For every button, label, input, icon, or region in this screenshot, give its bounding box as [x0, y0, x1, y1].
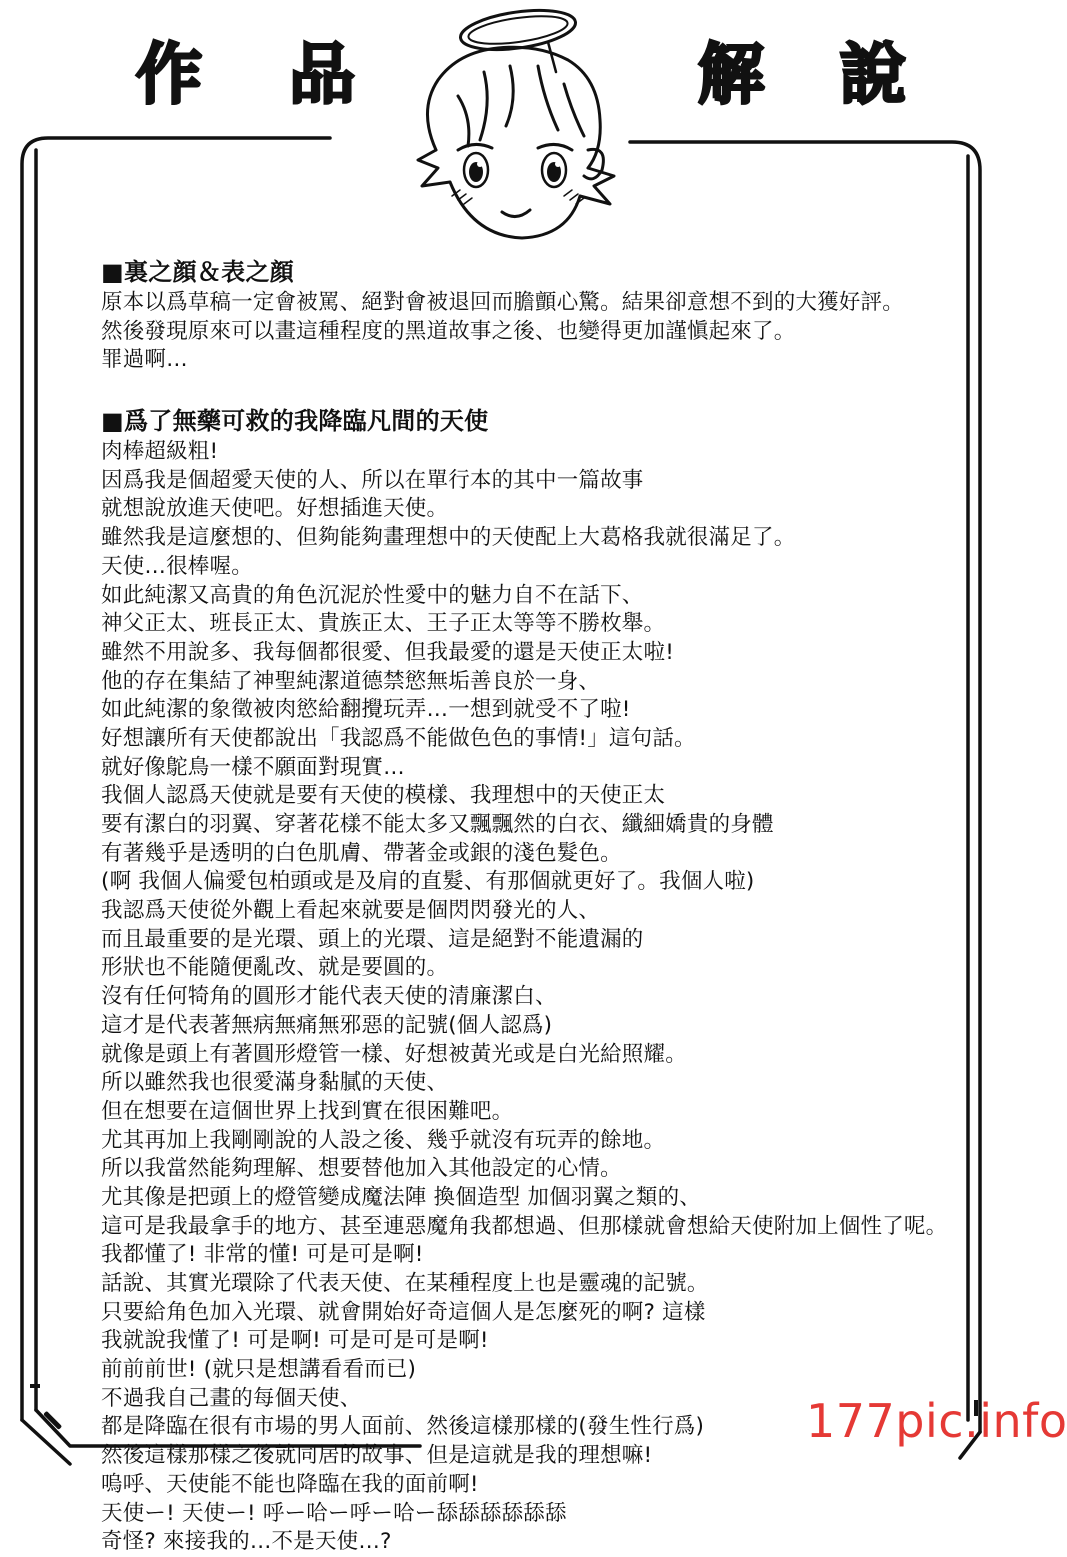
section-2-line: 我認爲天使從外觀上看起來就要是個閃閃發光的人、	[101, 898, 601, 924]
article-body	[101, 256, 961, 1557]
section-2-line: 這才是代表著無病無痛無邪惡的記號(個人認爲)	[101, 1012, 553, 1038]
section-2-line: 要有潔白的羽翼、穿著花樣不能太多又飄飄然的白衣、纖細嬌貴的身體	[101, 812, 774, 837]
section-2-line: 而且最重要的是光環、頭上的光環、這是絕對不能遺漏的	[101, 926, 644, 952]
section-title-2: ■爲了無藥可救的我降臨凡間的天使	[101, 407, 489, 436]
section-2-line: 然後這樣那樣之後就同居的故事、但是這就是我的理想嘛!	[101, 1443, 653, 1469]
section-2-line: 這可是我最拿手的地方、甚至連惡魔角我都想過、但那樣就會想給天使附加上個性了呢。	[101, 1213, 948, 1239]
section-2-line: 就想說放進天使吧。好想插進天使。	[101, 496, 449, 522]
title-char-3: 解	[698, 36, 764, 113]
section-2-line: 就好像鴕鳥一樣不願面對現實…	[101, 754, 405, 780]
section-title-1: ■裏之顔＆表之顔	[101, 258, 295, 286]
section-2-line: 形狀也不能隨便亂改、就是要圓的。	[101, 955, 449, 981]
title-char-2: 品	[289, 36, 355, 113]
section-2-line: 都是降臨在很有市場的男人面前、然後這樣那樣的(發生性行爲)	[101, 1414, 705, 1440]
section-2-line: 尤其再加上我剛剛說的人設之後、幾乎就沒有玩弄的餘地。	[101, 1127, 666, 1153]
section-2-line: 但在想要在這個世界上找到實在很困難吧。	[101, 1098, 514, 1124]
section-2-line: 所以雖然我也很愛滿身黏膩的天使、	[101, 1070, 449, 1096]
section-2-line: 不過我自己畫的每個天使、	[101, 1385, 362, 1411]
angel-mascot-illustration	[388, 0, 648, 250]
section-2-line: 奇怪? 來接我的…不是天使…?	[101, 1529, 392, 1555]
section-2-line: 好想讓所有天使都說出「我認爲不能做色色的事情!」這句話。	[101, 725, 696, 751]
section-2-line: 因爲我是個超愛天使的人、所以在單行本的其中一篇故事	[101, 467, 644, 493]
section-2-line: 天使…很棒喔。	[101, 553, 253, 579]
section-1-line: 然後發現原來可以畫這種程度的黑道故事之後、也變得更加謹愼起來了。	[101, 318, 796, 344]
section-2-line: 只要給角色加入光環、就會開始好奇這個人是怎麼死的啊? 這樣	[101, 1299, 706, 1325]
section-2-line: 有著幾乎是透明的白色肌膚、帶著金或銀的淺色髮色。	[101, 840, 622, 866]
section-1-line: 原本以爲草稿一定會被罵、絕對會被退回而膽顫心驚。結果卻意想不到的大獲好評。	[101, 290, 904, 315]
section-2-line: 所以我當然能夠理解、想要替他加入其他設定的心情。	[101, 1156, 622, 1182]
section-2-line: 話說、其實光環除了代表天使、在某種程度上也是靈魂的記號。	[101, 1271, 709, 1296]
section-2-line: 他的存在集結了神聖純潔道德禁慾無垢善良於一身、	[101, 668, 601, 694]
section-2-line: 沒有任何犄角的圓形才能代表天使的清廉潔白、	[101, 984, 557, 1010]
section-2-line: 如此純潔又高貴的角色沉泥於性愛中的魅力自不在話下、	[101, 582, 644, 608]
section-2-line: 雖然我是這麼想的、但夠能夠畫理想中的天使配上大葛格我就很滿足了。	[101, 525, 796, 551]
section-2-line: 就像是頭上有著圓形燈管一樣、好想被黃光或是白光給照耀。	[101, 1041, 687, 1067]
section-spacer	[101, 375, 961, 405]
section-2-line: 前前前世! (就只是想講看看而已)	[101, 1357, 417, 1383]
section-2-line: 尤其像是把頭上的燈管變成魔法陣 換個造型 加個羽翼之類的、	[101, 1184, 701, 1210]
section-2-line: 我都懂了! 非常的懂! 可是可是啊!	[101, 1242, 424, 1268]
section-2-line: 天使ー! 天使ー! 呼ー哈ー呼ー哈ー舔舔舔舔舔舔	[101, 1500, 567, 1526]
section-2-line: 我就說我懂了! 可是啊! 可是可是可是啊!	[101, 1328, 489, 1354]
section-2-line: 如此純潔的象徵被肉慾給翻攪玩弄…一想到就受不了啦!	[101, 697, 631, 723]
section-2-line: (啊 我個人偏愛包柏頭或是及肩的直髮、有那個就更好了。我個人啦)	[101, 869, 755, 895]
section-2-line: 嗚呼、天使能不能也降臨在我的面前啊!	[101, 1471, 479, 1497]
section-2-line: 雖然不用說多、我每個都很愛、但我最愛的還是天使正太啦!	[101, 639, 675, 665]
section-2-line: 肉棒超級粗!	[101, 439, 219, 465]
title-char-4: 說	[840, 36, 906, 113]
section-2-line: 我個人認爲天使就是要有天使的模樣、我理想中的天使正太	[101, 783, 666, 809]
watermark: 177pic.info	[806, 1394, 1067, 1448]
section-1-line: 罪過啊…	[101, 347, 188, 373]
title-char-1: 作	[136, 36, 202, 113]
section-2-line: 神父正太、班長正太、貴族正太、王子正太等等不勝枚舉。	[101, 611, 666, 637]
